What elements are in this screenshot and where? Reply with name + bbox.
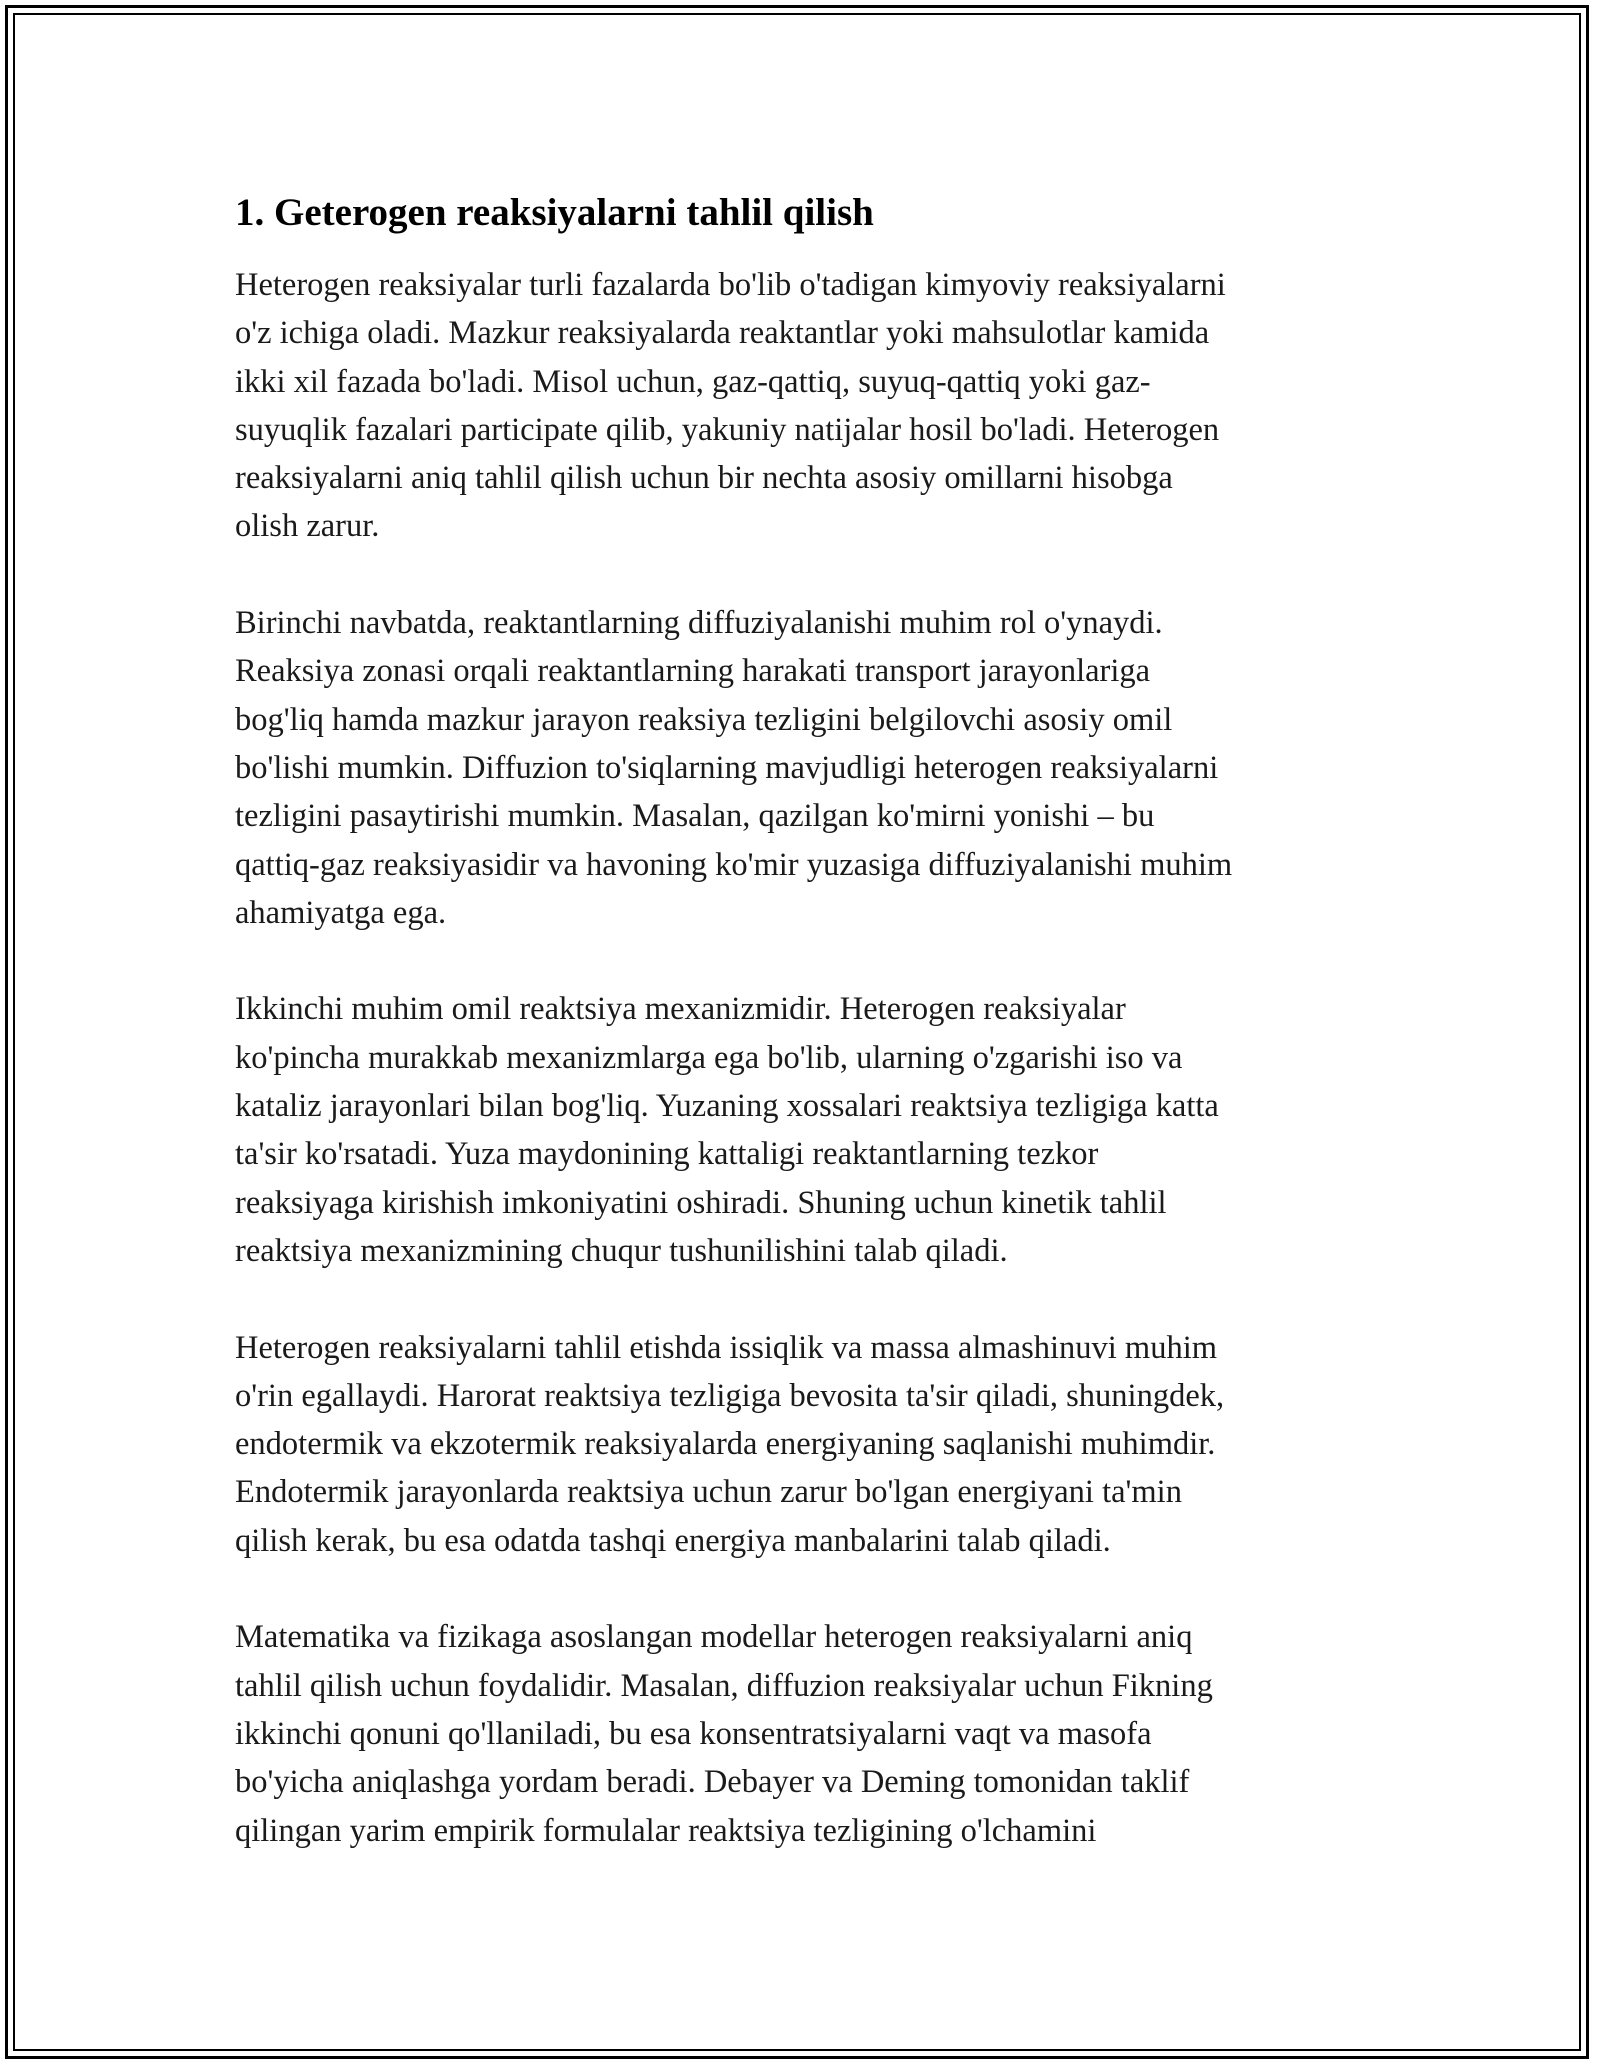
text-line: o'z ichiga oladi. Mazkur reaksiyalarda reaktantlar yoki mahsulotlar kamida bbox=[235, 315, 1210, 352]
text-line: ikkinchi qonuni qo'llaniladi, bu esa konsentratsiyalarni vaqt va masofa bbox=[235, 1715, 1152, 1752]
text-line: Heterogen reaksiyalarni tahlil etishda issiqlik va massa almashinuvi muhim bbox=[235, 1329, 1217, 1366]
text-line: bo'yicha aniqlashga yordam beradi. Debayer va Deming tomonidan taklif bbox=[235, 1764, 1190, 1801]
text-line: Ikkinchi muhim omil reaktsiya mexanizmidir. Heterogen reaksiyalar bbox=[235, 991, 1126, 1028]
text-line: qilish kerak, bu esa odatda tashqi energiya manbalarini talab qiladi. bbox=[235, 1522, 1111, 1559]
text-line: kataliz jarayonlari bilan bog'liq. Yuzaning xossalari reaktsiya tezligiga katta bbox=[235, 1088, 1219, 1125]
paragraph-4 bbox=[235, 1324, 1375, 1565]
text-line: ikki xil fazada bo'ladi. Misol uchun, gaz-qattiq, suyuq-qattiq yoki gaz- bbox=[235, 363, 1151, 400]
section-heading: 1. Geterogen reaksiyalarni tahlil qilish bbox=[235, 191, 874, 234]
paragraph-2 bbox=[235, 599, 1375, 937]
text-line: olish zarur. bbox=[235, 508, 380, 545]
text-line: Matematika va fizikaga asoslangan modellar heterogen reaksiyalarni aniq bbox=[235, 1619, 1193, 1656]
paragraph-1 bbox=[235, 261, 1375, 551]
text-line: reaksiyalarni aniq tahlil qilish uchun bir nechta asosiy omillarni hisobga bbox=[235, 460, 1173, 497]
text-line: o'rin egallaydi. Harorat reaktsiya tezligiga bevosita ta'sir qiladi, shuningdek, bbox=[235, 1377, 1225, 1414]
text-line: endotermik va ekzotermik reaksiyalarda energiyaning saqlanishi muhimdir. bbox=[235, 1426, 1216, 1463]
text-line: ko'pincha murakkab mexanizmlarga ega bo'lib, ularning o'zgarishi iso va bbox=[235, 1039, 1183, 1076]
text-line: suyuqlik fazalari participate qilib, yakuniy natijalar hosil bo'ladi. Heterogen bbox=[235, 411, 1220, 448]
text-line: ta'sir ko'rsatadi. Yuza maydonining kattaligi reaktantlarning tezkor bbox=[235, 1136, 1099, 1173]
text-line: qilingan yarim empirik formulalar reaktsiya tezligining o'lchamini bbox=[235, 1812, 1097, 1849]
text-line: qattiq-gaz reaksiyasidir va havoning ko'mir yuzasiga diffuziyalanishi muhim bbox=[235, 846, 1233, 883]
text-line: Endotermik jarayonlarda reaktsiya uchun zarur bo'lgan energiyani ta'min bbox=[235, 1474, 1182, 1511]
text-line: bo'lishi mumkin. Diffuzion to'siqlarning mavjudligi heterogen reaksiyalarni bbox=[235, 749, 1219, 786]
text-line: Birinchi navbatda, reaktantlarning diffuziyalanishi muhim rol o'ynaydi. bbox=[235, 605, 1163, 642]
text-line: ahamiyatga ega. bbox=[235, 894, 447, 931]
document-body bbox=[235, 185, 1375, 1903]
text-line: tezligini pasaytirishi mumkin. Masalan, qazilgan ko'mirni yonishi – bu bbox=[235, 798, 1155, 835]
text-line: tahlil qilish uchun foydalidir. Masalan, diffuzion reaksiyalar uchun Fikning bbox=[235, 1667, 1213, 1704]
text-line: reaksiyaga kirishish imkoniyatini oshiradi. Shuning uchun kinetik tahlil bbox=[235, 1184, 1167, 1221]
text-line: Reaksiya zonasi orqali reaktantlarning harakati transport jarayonlariga bbox=[235, 653, 1151, 690]
paragraph-5 bbox=[235, 1613, 1375, 1854]
text-line: bog'liq hamda mazkur jarayon reaksiya tezligini belgilovchi asosiy omil bbox=[235, 701, 1173, 738]
text-line: Heterogen reaksiyalar turli fazalarda bo'lib o'tadigan kimyoviy reaksiyalarni bbox=[235, 267, 1226, 303]
paragraph-3 bbox=[235, 985, 1375, 1275]
text-line: reaktsiya mexanizmining chuqur tushunilishini talab qiladi. bbox=[235, 1232, 1008, 1269]
